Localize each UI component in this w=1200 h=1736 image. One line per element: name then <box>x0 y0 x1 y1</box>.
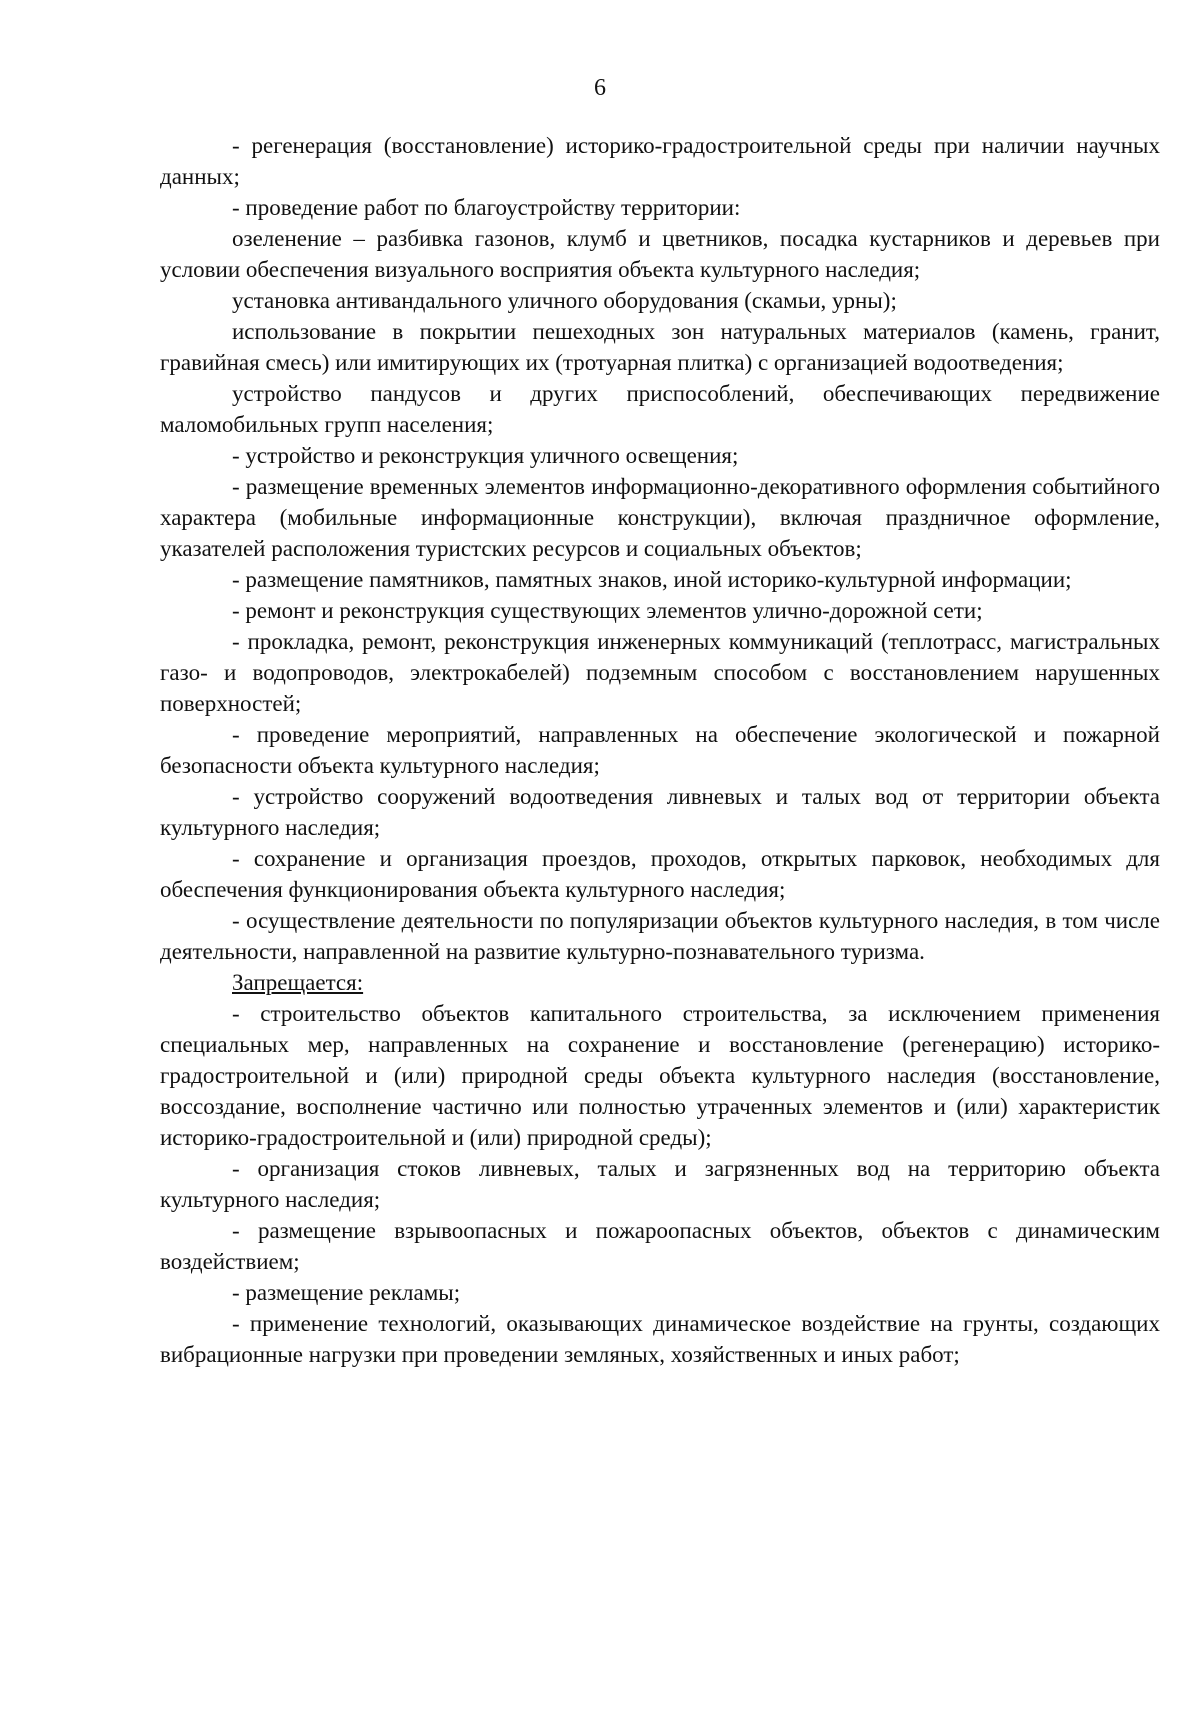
paragraph: - проведение работ по благоустройству территории: <box>232 195 741 220</box>
paragraph: - проведение мероприятий, направленных на обеспечение экологической и пожарной безопасности объекта культурного наследия; <box>160 722 1160 778</box>
paragraph: - строительство объектов капитального строительства, за исключением применения специальных мер, направленных на сохранение и восстановление (регенерацию) историко-градостроительной и (или) природной среды объекта культурного наследия (восстановление, воссоздание, восполнение частично или полностью утраченных элементов и (или) характеристик историко-градостроительной и (или) природной среды); <box>160 1001 1160 1150</box>
paragraph: - осуществление деятельности по популяризации объектов культурного наследия, в том числе деятельности, направленной на развитие культурно-познавательного туризма. <box>160 908 1160 964</box>
paragraph: - сохранение и организация проездов, проходов, открытых парковок, необходимых для обеспечения функционирования объекта культурного наследия; <box>160 846 1160 902</box>
paragraph: - размещение взрывоопасных и пожароопасных объектов, объектов с динамическим воздействием; <box>160 1218 1160 1274</box>
document-body <box>160 130 1160 1370</box>
prohibited-heading: Запрещается: <box>232 970 364 995</box>
paragraph: - устройство сооружений водоотведения ливневых и талых вод от территории объекта культурного наследия; <box>160 784 1160 840</box>
paragraph: - прокладка, ремонт, реконструкция инженерных коммуникаций (теплотрасс, магистральных газо- и водопроводов, электрокабелей) подземным способом с восстановлением нарушенных поверхностей; <box>160 629 1160 716</box>
paragraph: озеленение – разбивка газонов, клумб и цветников, посадка кустарников и деревьев при условии обеспечения визуального восприятия объекта культурного наследия; <box>160 226 1160 282</box>
paragraph: использование в покрытии пешеходных зон натуральных материалов (камень, гранит, гравийная смесь) или имитирующих их (тротуарная плитка) с организацией водоотведения; <box>160 319 1160 375</box>
paragraph: - регенерация (восстановление) историко-градостроительной среды при наличии научных данных; <box>160 133 1160 189</box>
paragraph: - устройство и реконструкция уличного освещения; <box>232 443 739 468</box>
paragraph: установка антивандального уличного оборудования (скамьи, урны); <box>232 288 897 313</box>
paragraph: - применение технологий, оказывающих динамическое воздействие на грунты, создающих вибрационные нагрузки при проведении земляных, хозяйственных и иных работ; <box>160 1311 1160 1367</box>
paragraph: - ремонт и реконструкция существующих элементов улично-дорожной сети; <box>232 598 983 623</box>
paragraph: - размещение памятников, памятных знаков, иной историко-культурной информации; <box>232 567 1072 592</box>
page-number: 6 <box>594 75 606 101</box>
paragraph: устройство пандусов и других приспособлений, обеспечивающих передвижение маломобильных групп населения; <box>160 381 1160 437</box>
paragraph: - организация стоков ливневых, талых и загрязненных вод на территорию объекта культурного наследия; <box>160 1156 1160 1212</box>
paragraph: - размещение рекламы; <box>232 1280 461 1305</box>
paragraph: - размещение временных элементов информационно-декоративного оформления событийного характера (мобильные информационные конструкции), включая праздничное оформление, указателей расположения туристских ресурсов и социальных объектов; <box>160 474 1160 561</box>
